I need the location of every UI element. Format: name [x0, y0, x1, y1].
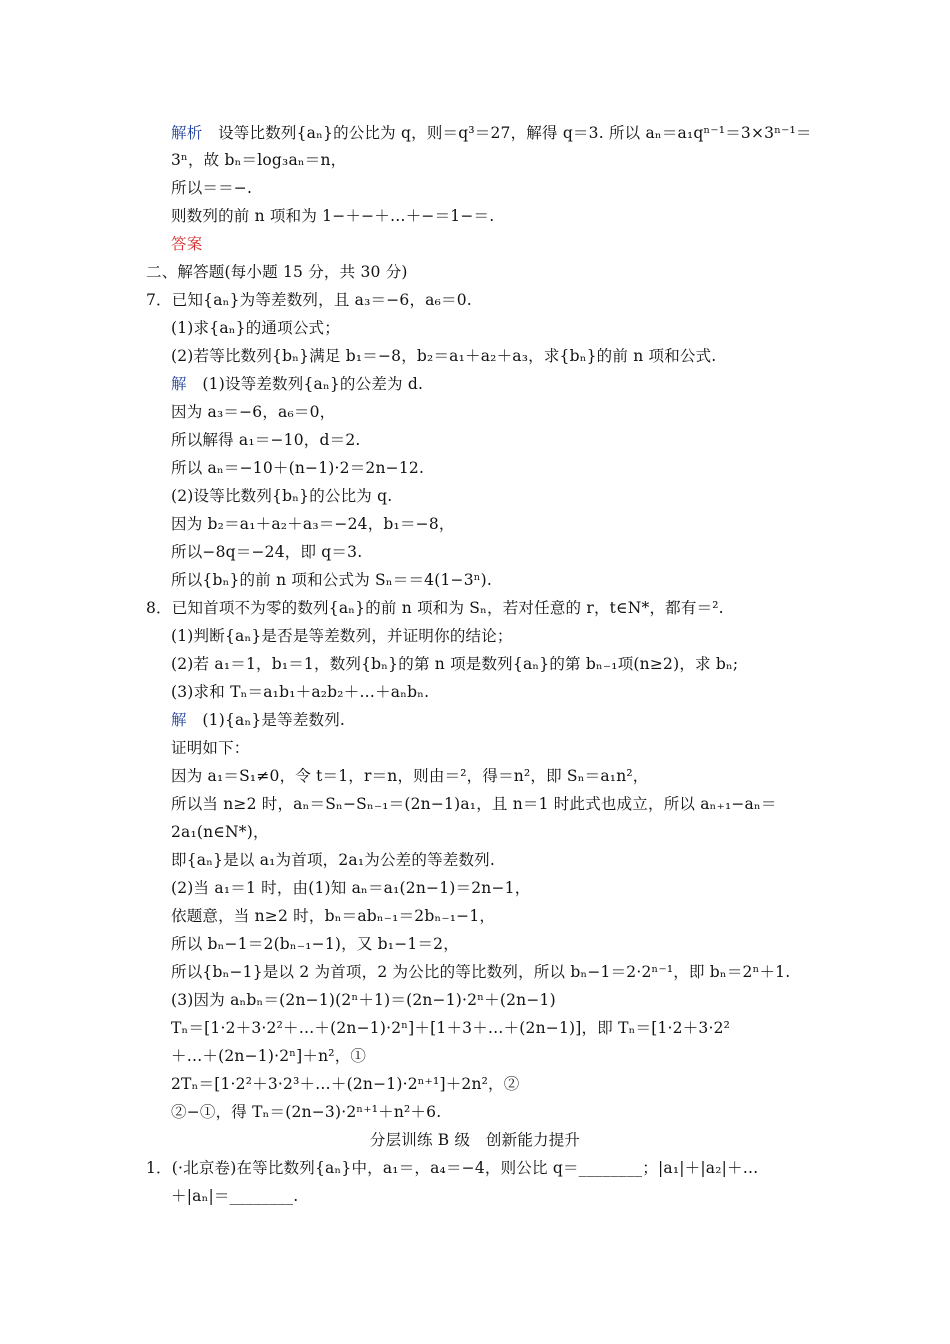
text: 2Tₙ＝[1·2²＋3·2³＋…＋(2n−1)·2ⁿ⁺¹]＋2n²，② — [171, 1075, 520, 1093]
text: 二、解答题(每小题 15 分，共 30 分) — [146, 263, 408, 281]
text: 证明如下： — [171, 739, 250, 757]
text: (2)若等比数列{bₙ}满足 b₁＝−8，b₂＝a₁＋a₂＋a₃，求{bₙ}的前 n 项和公式. — [171, 347, 717, 365]
answer-line — [171, 234, 202, 254]
text: (3)因为 aₙbₙ＝(2n−1)(2ⁿ＋1)＝(2n−1)·2ⁿ＋(2n−1) — [171, 991, 556, 1009]
q7-solution-line-2 — [171, 402, 335, 422]
q7-solution-line-3 — [171, 430, 361, 450]
q8-solution-line-8 — [171, 906, 495, 926]
text: 即{aₙ}是以 a₁为首项，2a₁为公差的等差数列. — [171, 851, 495, 869]
text: 分层训练 B 级 创新能力提升 — [369, 1131, 581, 1149]
question-7 — [146, 290, 472, 310]
q8-solution-line-4 — [171, 794, 777, 814]
analysis-line-2 — [171, 150, 346, 170]
q8-part-3 — [171, 682, 429, 702]
text: 所以解得 a₁＝−10，d＝2. — [171, 431, 361, 449]
question-8 — [146, 598, 724, 618]
text: ②−①，得 Tₙ＝(2n−3)·2ⁿ⁺¹＋n²＋6. — [171, 1103, 442, 1121]
q7-solution-line-8 — [171, 570, 492, 590]
text: 7．已知{aₙ}为等差数列，且 a₃＝−6，a₆＝0. — [146, 291, 472, 309]
text: 依题意，当 n≥2 时，bₙ＝abₙ₋₁＝2bₙ₋₁−1， — [171, 907, 496, 925]
q8-solution-line-10 — [171, 962, 790, 982]
q8-solution-line-6 — [171, 850, 495, 870]
q7-solution-line-4 — [171, 458, 424, 478]
solution-label: 解 — [171, 711, 187, 729]
text: 所以{bₙ}的前 n 项和公式为 Sₙ＝＝4(1−3ⁿ). — [171, 571, 493, 589]
q8-solution-line-11 — [171, 990, 556, 1010]
text: (1)设等差数列{aₙ}的公差为 d. — [202, 375, 424, 393]
text: 则数列的前 n 项和为 1−＋−＋…＋−＝1−＝. — [171, 207, 495, 225]
question-b1 — [146, 1158, 758, 1178]
q8-solution-line-2 — [171, 738, 250, 758]
analysis-line-1 — [171, 123, 812, 143]
section-title-b-level — [0, 1130, 950, 1150]
text: 所以＝＝−. — [171, 179, 253, 197]
text: 所以 bₙ−1＝2(bₙ₋₁−1)，又 b₁−1＝2， — [171, 935, 459, 953]
q8-part-1 — [171, 626, 513, 646]
q8-solution-line-1 — [171, 710, 345, 730]
q8-solution-line-3 — [171, 766, 649, 786]
q8-solution-line-12 — [171, 1018, 730, 1038]
answer-label: 答案 — [171, 235, 203, 253]
text: (1){aₙ}是等差数列. — [202, 711, 346, 729]
text: 所以−8q＝−24，即 q＝3. — [171, 543, 363, 561]
q8-solution-line-9 — [171, 934, 459, 954]
text: 因为 a₃＝−6，a₆＝0， — [171, 403, 336, 421]
text: 3ⁿ，故 bₙ＝log₃aₙ＝n， — [171, 151, 347, 169]
text: (2)设等比数列{bₙ}的公比为 q. — [171, 487, 393, 505]
text: 所以{bₙ−1}是以 2 为首项，2 为公比的等比数列，所以 bₙ−1＝2·2ⁿ⁻¹，即 bₙ＝2ⁿ＋1. — [171, 963, 791, 981]
q7-solution-line-7 — [171, 542, 362, 562]
text: 2a₁(n∈N*)， — [171, 823, 269, 841]
question-b1-cont — [171, 1186, 298, 1206]
section-heading — [146, 262, 408, 282]
text: 因为 a₁＝S₁≠0，令 t＝1，r＝n，则由＝²，得＝n²，即 Sₙ＝a₁n²， — [171, 767, 649, 785]
q8-solution-line-14 — [171, 1074, 519, 1094]
solution-label: 解 — [171, 375, 187, 393]
text: 1．(·北京卷)在等比数列{aₙ}中，a₁＝，a₄＝−4，则公比 q＝________；|a₁|＋|a₂|＋… — [146, 1159, 759, 1177]
text: 所以 aₙ＝−10＋(n−1)·2＝2n−12. — [171, 459, 425, 477]
q7-part-2 — [171, 346, 716, 366]
text: 因为 b₂＝a₁＋a₂＋a₃＝−24，b₁＝−8， — [171, 515, 455, 533]
text: 所以当 n≥2 时，aₙ＝Sₙ−Sₙ₋₁＝(2n−1)a₁，且 n＝1 时此式也成立，所以 aₙ₊₁−aₙ＝ — [171, 795, 777, 813]
text: 设等比数列{aₙ}的公比为 q，则＝q³＝27，解得 q＝3. 所以 aₙ＝a₁qⁿ⁻¹＝3×3ⁿ⁻¹＝ — [218, 124, 812, 142]
text: ＋|aₙ|＝________. — [171, 1187, 299, 1205]
analysis-label: 解析 — [171, 124, 203, 142]
q8-solution-line-15 — [171, 1102, 441, 1122]
q7-solution-line-1 — [171, 374, 423, 394]
text: 8．已知首项不为零的数列{aₙ}的前 n 项和为 Sₙ，若对任意的 r，t∈N*，都有＝². — [146, 599, 724, 617]
text: (2)若 a₁＝1，b₁＝1，数列{bₙ}的第 n 项是数列{aₙ}的第 bₙ₋₁项(n≥2)，求 bₙ; — [171, 655, 739, 673]
text: ＋…＋(2n−1)·2ⁿ]＋n²，① — [171, 1047, 367, 1065]
q8-part-2 — [171, 654, 738, 674]
text: (2)当 a₁＝1 时，由(1)知 aₙ＝a₁(2n−1)＝2n−1， — [171, 879, 531, 897]
text: (1)判断{aₙ}是否是等差数列，并证明你的结论； — [171, 627, 513, 645]
text: (1)求{aₙ}的通项公式； — [171, 319, 340, 337]
text: Tₙ＝[1·2＋3·2²＋…＋(2n−1)·2ⁿ]＋[1＋3＋…＋(2n−1)]，即 Tₙ＝[1·2＋3·2² — [171, 1019, 731, 1037]
q8-solution-line-5 — [171, 822, 269, 842]
q7-solution-line-5 — [171, 486, 392, 506]
q8-solution-line-13 — [171, 1046, 366, 1066]
text: (3)求和 Tₙ＝a₁b₁＋a₂b₂＋…＋aₙbₙ. — [171, 683, 430, 701]
q7-part-1 — [171, 318, 340, 338]
q8-solution-line-7 — [171, 878, 530, 898]
analysis-line-3 — [171, 178, 252, 198]
analysis-line-4 — [171, 206, 494, 226]
q7-solution-line-6 — [171, 514, 455, 534]
